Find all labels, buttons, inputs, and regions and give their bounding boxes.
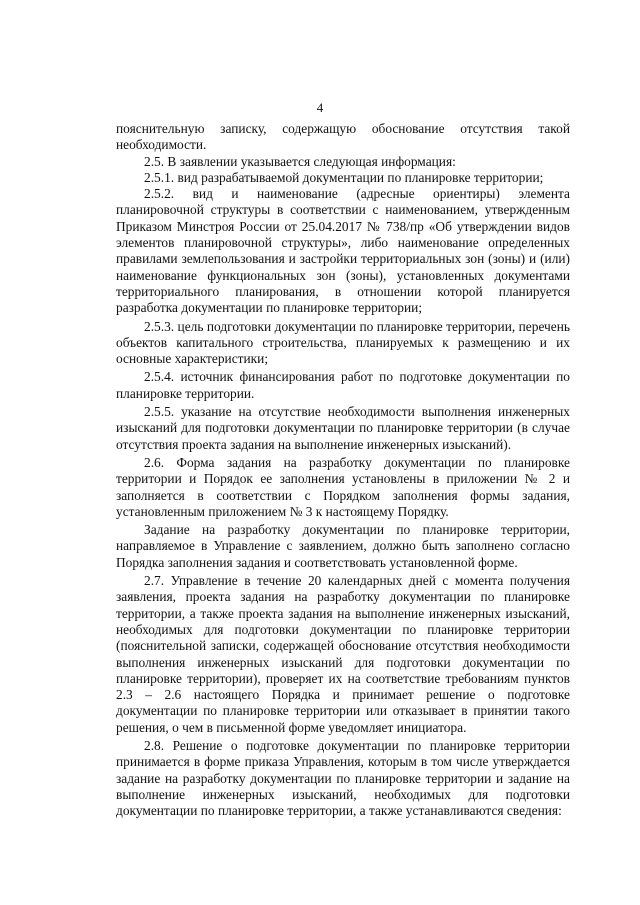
- paragraph-2-5-1: 2.5.1. вид разрабатываемой документации по планировке территории;: [144, 169, 544, 185]
- paragraph-2-7: 2.7. Управление в течение 20 календарных дней с момента получения заявления, проекта задания на разработку документации по планировке территории, а также проекта задания на выполнение инженерных изысканий, необходимых для подготовки документации по планировке территории (пояснительной записки, содержащей обоснование отсутствия необходимости выполнения инженерных изысканий для подготовки документации по планировке территории), проверяет их на соответствие требованиям пунктов 2.3 – 2.6 настоящего Порядка и принимает решение о подготовке документации по планировке территории или отказывает в принятии такого решения, о чем в письменной форме уведомляет инициатора.: [116, 573, 570, 735]
- paragraph-2-8: 2.8. Решение о подготовке документации по планировке территории принимается в форме приказа Управления, которым в том числе утверждается задание на разработку документации по планировке территории и задание на выполнение инженерных изысканий, необходимых для подготовки документации по планировке территории, а также устанавливаются сведения:: [116, 737, 570, 819]
- paragraph-2-5: 2.5. В заявлении указывается следующая информация:: [144, 153, 456, 169]
- paragraph-2-5-5: 2.5.5. указание на отсутствие необходимости выполнения инженерных изысканий для подготовки документации по планировке территории (в случае отсутствия проекта задания на выполнение инженерных изысканий).: [116, 404, 570, 452]
- paragraph-2-5-4: 2.5.4. источник финансирования работ по подготовке документации по планировке территории.: [116, 369, 570, 401]
- paragraph-2-6: 2.6. Форма задания на разработку документации по планировке территории и Порядок ее заполнения установлены в приложении № 2 и заполняется в соответствии с Порядком заполнения формы задания, установленным приложением № 3 к настоящему Порядку.: [116, 454, 570, 519]
- paragraph-2-5-2: 2.5.2. вид и наименование (адресные ориентиры) элемента планировочной структуры в соответствии с наименованием, утвержденным Приказом Минстроя России от 25.04.2017 № 738/пр «Об утверждении видов элементов планировочной структуры», либо наименование определенных правилами землепользования и застройки территориальных зон (зоны) и (или) наименование функциональных зон (зоны), установленных документами территориального планирования, в отношении которой планируется разработка документации по планировке территории;: [116, 186, 570, 316]
- paragraph-2-5-3: 2.5.3. цель подготовки документации по планировке территории, перечень объектов капитального строительства, планируемых к размещению и их основные характеристики;: [116, 318, 570, 367]
- page-number: 4: [316, 100, 324, 115]
- paragraph-continuation: пояснительную записку, содержащую обоснование отсутствия такой необходимости.: [116, 121, 570, 153]
- document-body: [116, 121, 570, 819]
- paragraph-task-form: Задание на разработку документации по планировке территории, направляемое в Управление с заявлением, должно быть заполнено согласно Порядка заполнения задания и соответствовать установленной форме.: [116, 522, 570, 570]
